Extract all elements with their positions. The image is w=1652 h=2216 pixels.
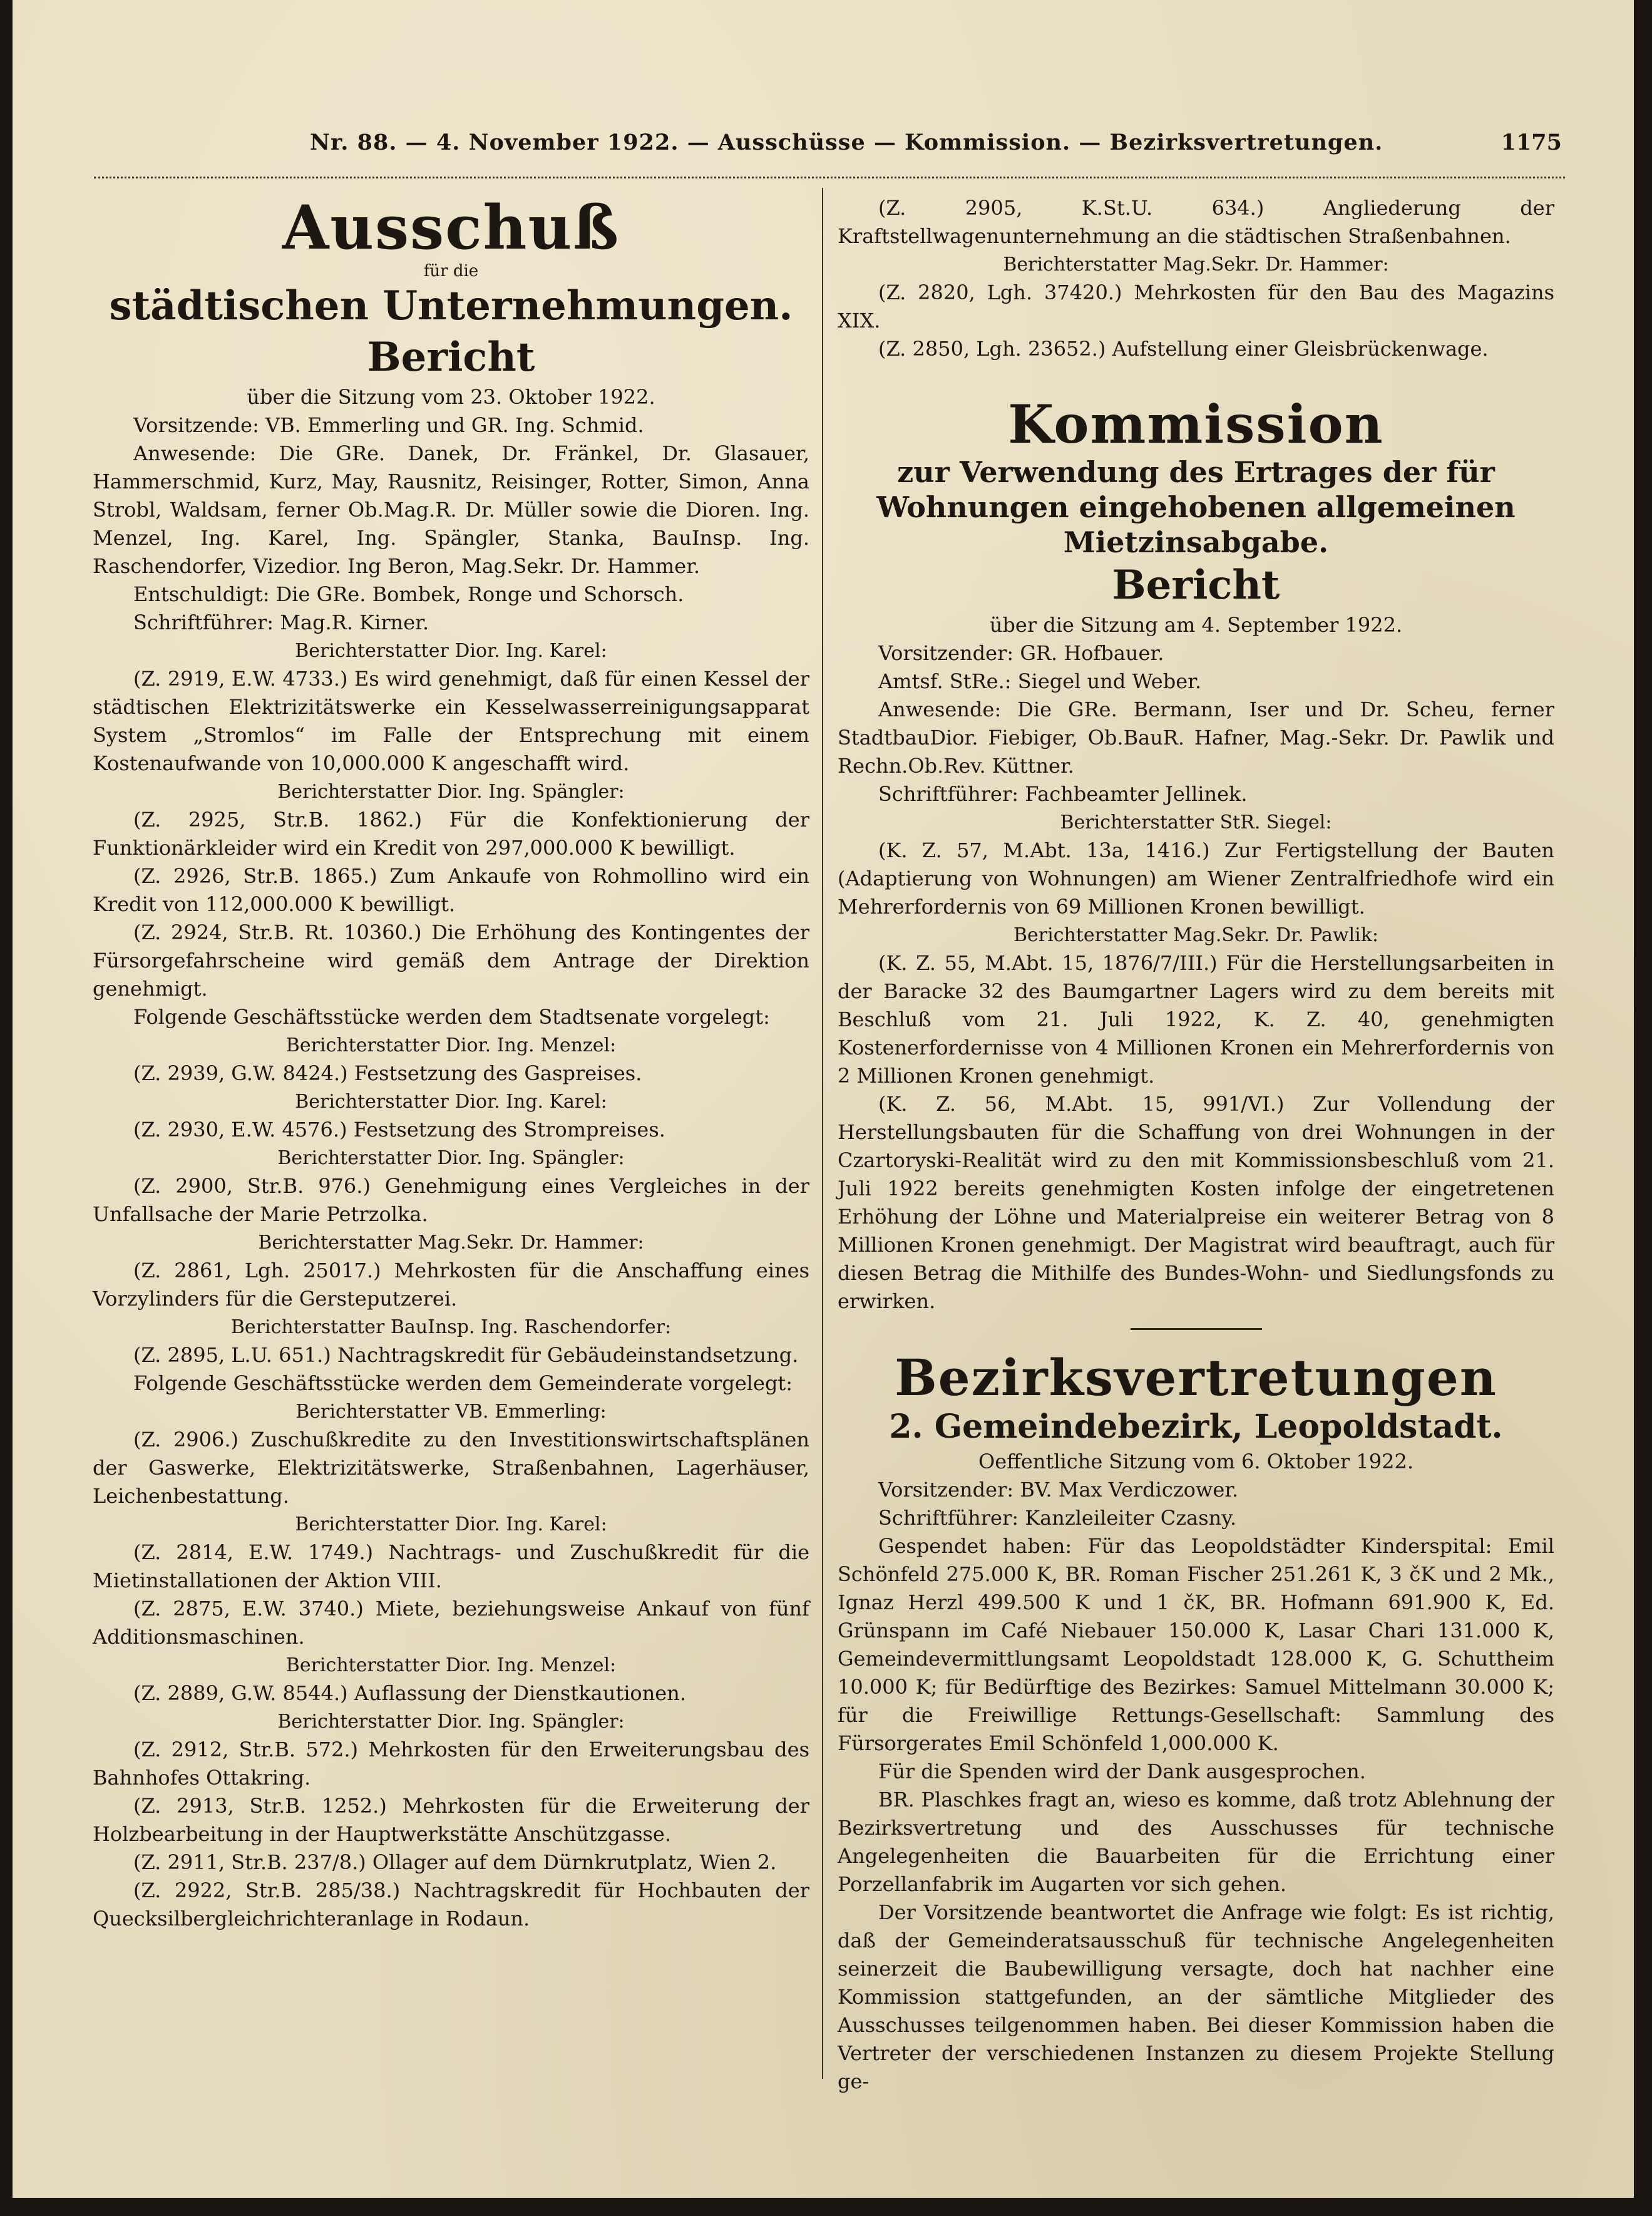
secretary-line: Schriftführer: Kanzleileiter Czasny. <box>878 1506 1237 1530</box>
left-column <box>93 194 809 1933</box>
session-line: über die Sitzung vom 23. Oktober 1922. <box>247 385 655 409</box>
chair-line: Vorsitzender: GR. Hofbauer. <box>878 641 1164 665</box>
page-header <box>97 122 1562 160</box>
attendees-line: Anwesende: Die GRe. Bermann, Iser und Dr. Scheu, ferner StadtbauDior. Fiebiger, Ob.BauR. Hafner, Mag.-Sekr. Dr. Pawlik und Rechn.Ob.Rev. Küttner. <box>838 698 1554 778</box>
rapporteur-heading: Berichterstatter Dior. Ing. Karel: <box>295 640 607 662</box>
attendees-line: Anwesende: Die GRe. Danek, Dr. Fränkel, Dr. Glasauer, Hammerschmid, Kurz, May, Rausnitz, Reisinger, Rotter, Simon, Anna Strobl, Waldsam, ferner Ob.Mag.R. Dr. Müller sowie die Dioren. Ing. Menzel, Ing. Karel, Ing. Spängler, Stanka, BauInsp. Ing. Raschendorfer, Vizedior. Ing Beron, Mag.Sekr. Dr. Hammer. <box>93 441 809 578</box>
secretary-line: Schriftführer: Fachbeamter Jellinek. <box>878 782 1248 806</box>
agenda-item: (K. Z. 56, M.Abt. 15, 991/VI.) Zur Vollendung der Herstellungsbauten für die Schaffung von drei Wohnungen in der Czartoryski-Realität wird zu den mit Kommissionsbeschluß vom 21. Juli 1922 bereits genehmigten Kosten infolge der eingetretenen Erhöhung der Löhne und Materialpreise ein weiterer Betrag von 8 Millionen Kronen genehmigt. Der Magistrat wird beauftragt, auch für diesen Betrag die Mithilfe des Bundes-Wohn- und Siedlungsfonds zu erwirken. <box>838 1092 1554 1313</box>
agenda-item: (Z. 2906.) Zuschußkredite zu den Investitionswirtschaftsplänen der Gaswerke, Elektrizitätswerke, Straßenbahnen, Lagerhäuser, Leichenbestattung. <box>93 1428 809 1508</box>
thanks-line: Für die Spenden wird der Dank ausgesprochen. <box>878 1760 1366 1783</box>
section-intro: Folgende Geschäftsstücke werden dem Gemeinderate vorgelegt: <box>133 1371 793 1395</box>
agenda-item: (Z. 2939, G.W. 8424.) Festsetzung des Gaspreises. <box>133 1061 642 1085</box>
agenda-item: (Z. 2900, Str.B. 976.) Genehmigung eines Vergleiches in der Unfallsache der Marie Petrzolka. <box>93 1174 809 1226</box>
agenda-item: (Z. 2889, G.W. 8544.) Auflassung der Dienstkautionen. <box>133 1681 687 1705</box>
column-divider <box>822 188 823 2079</box>
kommission-session: über die Sitzung am 4. September 1922. <box>989 613 1403 637</box>
rapporteur-heading: Berichterstatter StR. Siegel: <box>1060 812 1332 833</box>
kommission-report-heading: Bericht <box>1112 562 1280 609</box>
agenda-item: (Z. 2875, E.W. 3740.) Miete, beziehungsweise Ankauf von fünf Additionsmaschinen. <box>93 1597 809 1649</box>
agenda-item: (Z. 2905, K.St.U. 634.) Angliederung der Kraftstellwagenunternehmung an die städtischen Straßenbahnen. <box>838 196 1554 248</box>
bezirk-subtitle: 2. Gemeindebezirk, Leopoldstadt. <box>889 1408 1503 1446</box>
header-rule <box>94 177 1565 178</box>
chair-line: Vorsitzender: BV. Max Verdiczower. <box>878 1478 1239 1502</box>
agenda-item: (Z. 2913, Str.B. 1252.) Mehrkosten für die Erweiterung der Holzbearbeitung in der Hauptwerkstätte Anschützgasse. <box>93 1794 809 1846</box>
agenda-item: (Z. 2926, Str.B. 1865.) Zum Ankaufe von Rohmollino wird ein Kredit von 112,000.000 K bewilligt. <box>93 864 809 916</box>
kommission-subtitle: zur Verwendung des Ertrages der für Wohnungen eingehobenen allgemeinen Mietzinsabgabe. <box>876 455 1516 559</box>
rapporteur-heading: Berichterstatter Dior. Ing. Karel: <box>295 1091 607 1113</box>
donations-paragraph: Gespendet haben: Für das Leopoldstädter Kinderspital: Emil Schönfeld 275.000 K, BR. Roman Fischer 251.261 K, 3 čK und 2 Mk., Ignaz Herzl 499.500 K und 1 čK, BR. Hofmann 691.900 K, Ed. Grünspann im Café Niebauer 150.000 K, Lasar Chari 131.000 K, Gemeindevermittlungsamt Leopoldstadt 128.000 K, G. Schuttheim 10.000 K; für Bedürftige des Bezirkes: Samuel Mittelmann 30.000 K; für die Freiwillige Rettungs-Gesellschaft: Sammlung des Fürsorgerates Emil Schönfeld 1,000.000 K. <box>838 1534 1554 1755</box>
header-text: Nr. 88. — 4. November 1922. — Ausschüsse — Kommission. — Bezirksvertretungen. <box>310 130 1383 155</box>
section-intro: Folgende Geschäftsstücke werden dem Stadtsenate vorgelegt: <box>133 1005 770 1029</box>
rapporteur-heading: Berichterstatter Dior. Ing. Spängler: <box>277 1711 625 1733</box>
rapporteur-heading: Berichterstatter Dior. Ing. Menzel: <box>285 1034 617 1056</box>
ausschuss-title-sub: für die <box>423 262 479 281</box>
secretary-line: Schriftführer: Mag.R. Kirner. <box>133 611 429 634</box>
agenda-item: (Z. 2850, Lgh. 23652.) Aufstellung einer Gleisbrückenwage. <box>878 337 1489 361</box>
rapporteur-heading: Berichterstatter Dior. Ing. Menzel: <box>285 1654 617 1676</box>
rapporteur-heading: Berichterstatter BauInsp. Ing. Raschendorfer: <box>230 1316 672 1338</box>
agenda-item: (Z. 2930, E.W. 4576.) Festsetzung des Strompreises. <box>133 1118 665 1141</box>
agenda-item: (Z. 2924, Str.B. Rt. 10360.) Die Erhöhung des Kontingentes der Fürsorgefahrscheine wird gemäß dem Antrage der Direktion genehmigt. <box>93 920 809 1001</box>
rapporteur-heading: Berichterstatter Dior. Ing. Karel: <box>295 1513 607 1535</box>
agenda-item: (Z. 2895, L.U. 651.) Nachtragskredit für Gebäudeinstandsetzung. <box>133 1343 799 1367</box>
rapporteur-heading: Berichterstatter Mag.Sekr. Dr. Hammer: <box>1003 254 1389 276</box>
agenda-item: (Z. 2922, Str.B. 285/38.) Nachtragskredit für Hochbauten der Quecksilbergleichrichteranlage in Rodaun. <box>93 1878 809 1930</box>
agenda-item: (K. Z. 57, M.Abt. 13a, 1416.) Zur Fertigstellung der Bauten (Adaptierung von Wohnungen) am Wiener Zentralfriedhofe wird ein Mehrerfordernis von 69 Millionen Kronen bewilligt. <box>838 838 1554 919</box>
inquiry-paragraph: BR. Plaschkes fragt an, wieso es komme, daß trotz Ablehnung der Bezirksvertretung und des Ausschusses für technische Angelegenheiten die Bauarbeiten für die Errichtung einer Porzellanfabrik im Augarten vor sich gehen. <box>838 1788 1554 1896</box>
agenda-item: (Z. 2912, Str.B. 572.) Mehrkosten für den Erweiterungsbau des Bahnhofes Ottakring. <box>93 1738 809 1790</box>
section-divider <box>1131 1328 1262 1330</box>
ausschuss-title: Ausschuß <box>282 192 620 263</box>
agenda-item: (Z. 2925, Str.B. 1862.) Für die Konfektionierung der Funktionärkleider wird ein Kredit von 297,000.000 K bewilligt. <box>93 808 809 860</box>
rapporteur-heading: Berichterstatter VB. Emmerling: <box>295 1401 607 1423</box>
answer-paragraph: Der Vorsitzende beantwortet die Anfrage wie folgt: Es ist richtig, daß der Gemeinderatsausschuß für technische Angelegenheiten seinerzeit die Baubewilligung versagte, doch hat nachher eine Kommission stattgefunden, an der sämtliche Mitglieder des Ausschusses teilgenommen haben. Bei dieser Kommission haben die Vertreter der verschiedenen Instanzen zu diesem Projekte Stellung ge- <box>838 1900 1554 2093</box>
newspaper-page <box>13 0 1634 2198</box>
bezirk-title: Bezirksvertretungen <box>895 1348 1497 1407</box>
officials-line: Amtsf. StRe.: Siegel und Weber. <box>878 669 1202 693</box>
agenda-item: (Z. 2820, Lgh. 37420.) Mehrkosten für den Bau des Magazins XIX. <box>838 281 1554 332</box>
rapporteur-heading: Berichterstatter Dior. Ing. Spängler: <box>277 1147 625 1169</box>
agenda-item: (K. Z. 55, M.Abt. 15, 1876/7/III.) Für die Herstellungsarbeiten in der Baracke 32 des Baumgartner Lagers wird zu dem bereits mit Beschluß vom 21. Juli 1922, K. Z. 40, genehmigten Kostenerfordernisse von 4 Millionen Kronen ein Mehrerfordernis von 2 Millionen Kronen genehmigt. <box>838 951 1554 1088</box>
rapporteur-heading: Berichterstatter Mag.Sekr. Dr. Pawlik: <box>1013 924 1379 946</box>
rapporteur-heading: Berichterstatter Mag.Sekr. Dr. Hammer: <box>258 1232 644 1254</box>
right-column <box>838 194 1554 2096</box>
ausschuss-title2: städtischen Unternehmungen. <box>109 282 793 329</box>
rapporteur-heading: Berichterstatter Dior. Ing. Spängler: <box>277 781 625 803</box>
agenda-item: (Z. 2861, Lgh. 25017.) Mehrkosten für die Anschaffung eines Vorzylinders für die Gersteputzerei. <box>93 1259 809 1311</box>
kommission-title: Kommission <box>1008 393 1384 455</box>
chair-line: Vorsitzende: VB. Emmerling und GR. Ing. Schmid. <box>133 413 644 437</box>
agenda-item: (Z. 2919, E.W. 4733.) Es wird genehmigt, daß für einen Kessel der städtischen Elektrizitätswerke ein Kesselwasserreinigungsapparat System „Stromlos“ im Falle der Entsprechung mit einem Kostenaufwande von 10,000.000 K angeschafft wird. <box>93 667 809 775</box>
page-number: 1175 <box>1501 130 1562 155</box>
report-heading: Bericht <box>367 334 535 381</box>
excused-line: Entschuldigt: Die GRe. Bombek, Ronge und Schorsch. <box>133 582 684 606</box>
bezirk-session: Oeffentliche Sitzung vom 6. Oktober 1922. <box>978 1450 1413 1473</box>
agenda-item: (Z. 2814, E.W. 1749.) Nachtrags- und Zuschußkredit für die Mietinstallationen der Aktion VIII. <box>93 1540 809 1592</box>
agenda-item: (Z. 2911, Str.B. 237/8.) Ollager auf dem Dürnkrutplatz, Wien 2. <box>133 1850 777 1874</box>
